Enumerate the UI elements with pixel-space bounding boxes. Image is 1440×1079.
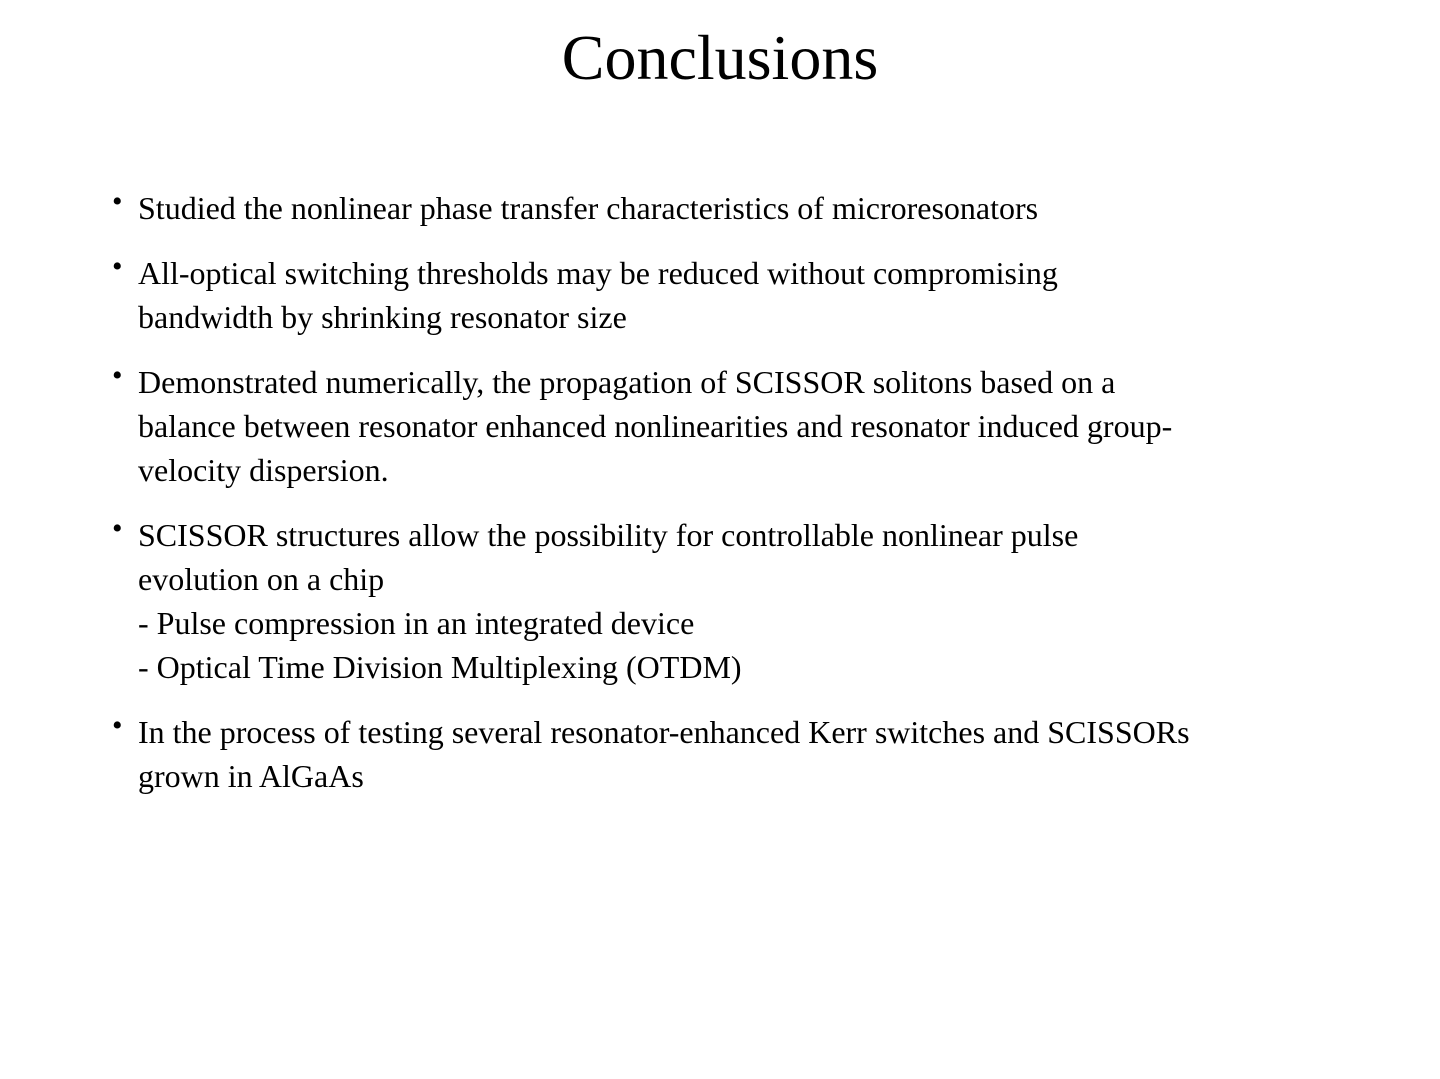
bullet-item [110, 251, 1360, 339]
bullet-icon: • [112, 709, 123, 742]
bullet-text-line: grown in AlGaAs [138, 758, 364, 794]
bullet-text-line: SCISSOR structures allow the possibility for controllable nonlinear pulse [138, 517, 1079, 553]
bullet-text-line: Demonstrated numerically, the propagation of SCISSOR solitons based on a [138, 364, 1116, 400]
bullet-list [110, 186, 1360, 819]
bullet-icon: • [112, 185, 123, 218]
bullet-item [110, 710, 1360, 798]
sub-bullet-line: - Optical Time Division Multiplexing (OTDM) [138, 649, 742, 685]
bullet-text-line: velocity dispersion. [138, 452, 389, 488]
bullet-text-line: evolution on a chip [138, 561, 385, 597]
bullet-icon: • [112, 359, 123, 392]
bullet-text-line: bandwidth by shrinking resonator size [138, 299, 627, 335]
bullet-text-line: All-optical switching thresholds may be reduced without compromising [138, 255, 1058, 291]
bullet-item [110, 186, 1360, 230]
sub-bullet-line: - Pulse compression in an integrated device [138, 605, 695, 641]
bullet-text-line: balance between resonator enhanced nonlinearities and resonator induced group- [138, 408, 1173, 444]
slide-title: Conclusions [561, 22, 879, 93]
bullet-icon: • [112, 512, 123, 545]
bullet-icon: • [112, 250, 123, 283]
bullet-text-line: In the process of testing several resonator-enhanced Kerr switches and SCISSORs [138, 714, 1190, 750]
bullet-item [110, 513, 1360, 689]
bullet-item [110, 360, 1360, 492]
bullet-text-line: Studied the nonlinear phase transfer characteristics of microresonators [138, 190, 1039, 226]
